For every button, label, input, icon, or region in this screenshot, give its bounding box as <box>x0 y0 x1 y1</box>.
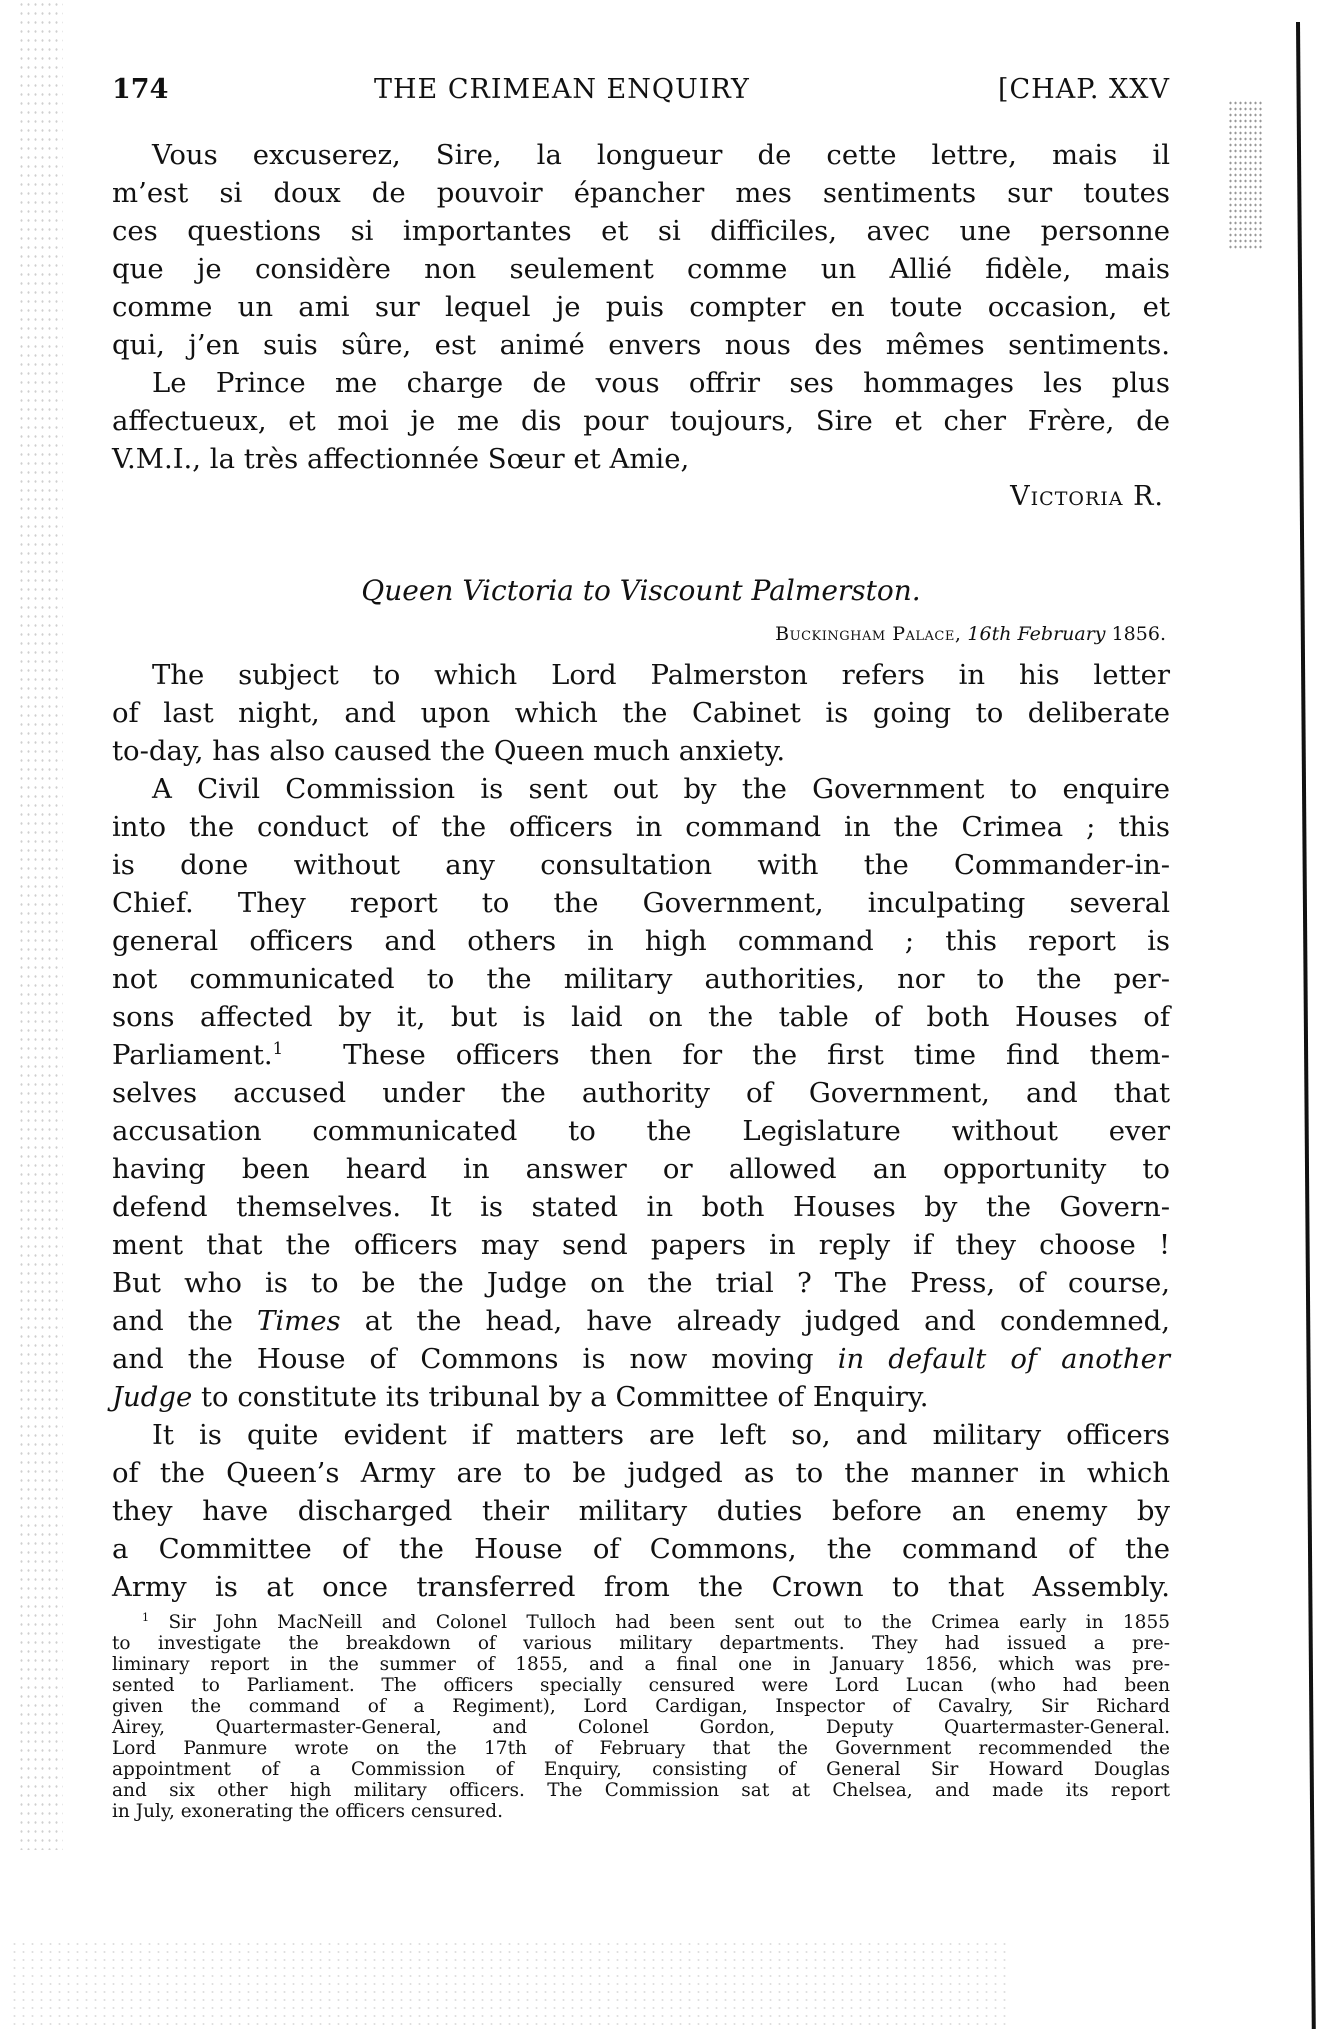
scan-noise-left-margin <box>18 0 63 1850</box>
footnote-line: sented to Parliament. The officers specially censured were Lord Lucan (who had been <box>112 1675 1170 1696</box>
italic-phrase: in default of another <box>837 1343 1170 1375</box>
text-segment: Parliament. <box>112 1039 273 1071</box>
signature: Victoria R. <box>1010 481 1164 512</box>
scan-noise-bottom-margin <box>10 1940 1010 2030</box>
text-line: Army is at once transferred from the Crown to that Assembly. <box>112 1571 1170 1603</box>
text-line: que je considère non seulement comme un Allié fidèle, mais <box>112 253 1170 285</box>
text-segment: and the <box>112 1305 233 1337</box>
text-line: ment that the officers may send papers in reply if they choose ! <box>112 1229 1170 1261</box>
running-head <box>112 74 1170 110</box>
text-line <box>112 1340 1170 1378</box>
text-line: V.M.I., la très affectionnée Sœur et Amie, <box>112 443 690 475</box>
page-edge-rule <box>1296 22 1316 2029</box>
text-line: accusation communicated to the Legislature without ever <box>112 1115 1170 1147</box>
text-line <box>112 1378 1170 1416</box>
dateline-day: 16th <box>967 623 1012 645</box>
footnote-marker: 1 <box>142 1610 150 1624</box>
text-line: into the conduct of the officers in command in the Crimea ; this <box>112 811 1170 843</box>
text-line: having been heard in answer or allowed an opportunity to <box>112 1153 1170 1185</box>
text-line: a Committee of the House of Commons, the command of the <box>112 1533 1170 1565</box>
text-line: comme un ami sur lequel je puis compter en toute occasion, et <box>112 291 1170 323</box>
text-segment: These officers then for the first time find them- <box>343 1039 1171 1071</box>
text-line: to-day, has also caused the Queen much anxiety. <box>112 735 786 767</box>
chapter-reference: [CHAP. XXV <box>997 74 1170 105</box>
footnote-line: liminary report in the summer of 1855, and a final one in January 1856, which was pre- <box>112 1654 1170 1675</box>
text-line: they have discharged their military duties before an enemy by <box>112 1495 1170 1527</box>
text-line: qui, j’en suis sûre, est animé envers nous des mêmes sentiments. <box>112 329 1170 361</box>
dateline-month: February <box>1017 623 1106 645</box>
footnote-line: Lord Panmure wrote on the 17th of February that the Government recommended the <box>112 1738 1170 1759</box>
text-line: A Civil Commission is sent out by the Government to enquire <box>152 773 1170 805</box>
text-line: m’est si doux de pouvoir épancher mes sentiments sur toutes <box>112 177 1170 209</box>
page-number: 174 <box>112 74 169 105</box>
text-line: Le Prince me charge de vous offrir ses hommages les plus <box>152 367 1170 399</box>
footnote-line: Airey, Quartermaster-General, and Colonel Gordon, Deputy Quartermaster-General. <box>112 1717 1170 1738</box>
text-segment: Sir John MacNeill and Colonel Tulloch had been sent out to the Crimea early in 1855 <box>168 1612 1170 1633</box>
footnote-line: to investigate the breakdown of various military departments. They had issued a pre- <box>112 1633 1170 1654</box>
italic-judge: Judge <box>112 1381 193 1413</box>
text-line: But who is to be the Judge on the trial ? The Press, of course, <box>112 1267 1170 1299</box>
text-line: sons affected by it, but is laid on the table of both Houses of <box>112 1001 1170 1033</box>
text-line <box>112 1302 1170 1340</box>
running-title: THE CRIMEAN ENQUIRY <box>374 74 750 105</box>
text-line: affectueux, et moi je me dis pour toujours, Sire et cher Frère, de <box>112 405 1170 437</box>
text-segment: at the head, have already judged and condemned, <box>364 1305 1170 1337</box>
text-line: is done without any consultation with the Commander-in- <box>112 849 1170 881</box>
footnote-line: in July, exonerating the officers censured. <box>112 1801 504 1822</box>
footnote-reference[interactable]: 1 <box>272 1038 284 1058</box>
text-line: Chief. They report to the Government, inculpating several <box>112 887 1170 919</box>
scan-noise-right-margin <box>1228 100 1264 250</box>
text-line: defend themselves. It is stated in both Houses by the Govern- <box>112 1191 1170 1223</box>
dateline-year: 1856. <box>1111 623 1166 645</box>
italic-times: Times <box>257 1305 341 1337</box>
text-line: It is quite evident if matters are left so, and military officers <box>152 1419 1170 1451</box>
footnote-line <box>112 1612 1170 1633</box>
text-line: selves accused under the authority of Government, and that <box>112 1077 1170 1109</box>
dateline-place: Buckingham Palace, <box>775 623 962 645</box>
footnote-line: and six other high military officers. The Commission sat at Chelsea, and made its report <box>112 1780 1170 1801</box>
text-line: The subject to which Lord Palmerston refers in his letter <box>152 659 1170 691</box>
footnote-line: appointment of a Commission of Enquiry, consisting of General Sir Howard Douglas <box>112 1759 1170 1780</box>
text-line: Vous excuserez, Sire, la longueur de cette lettre, mais il <box>152 139 1170 171</box>
text-line: general officers and others in high command ; this report is <box>112 925 1170 957</box>
letter-heading: Queen Victoria to Viscount Palmerston. <box>361 574 921 607</box>
dateline <box>112 620 1166 648</box>
text-segment: to constitute its tribunal by a Committee of Enquiry. <box>200 1381 929 1413</box>
text-line <box>112 1036 1170 1074</box>
text-segment: and the House of Commons is now moving <box>112 1343 814 1375</box>
footnote-line: given the command of a Regiment), Lord Cardigan, Inspector of Cavalry, Sir Richard <box>112 1696 1170 1717</box>
text-line: of the Queen’s Army are to be judged as to the manner in which <box>112 1457 1170 1489</box>
text-line: not communicated to the military authorities, nor to the per- <box>112 963 1170 995</box>
text-line: ces questions si importantes et si difficiles, avec une personne <box>112 215 1170 247</box>
text-line: of last night, and upon which the Cabinet is going to deliberate <box>112 697 1170 729</box>
